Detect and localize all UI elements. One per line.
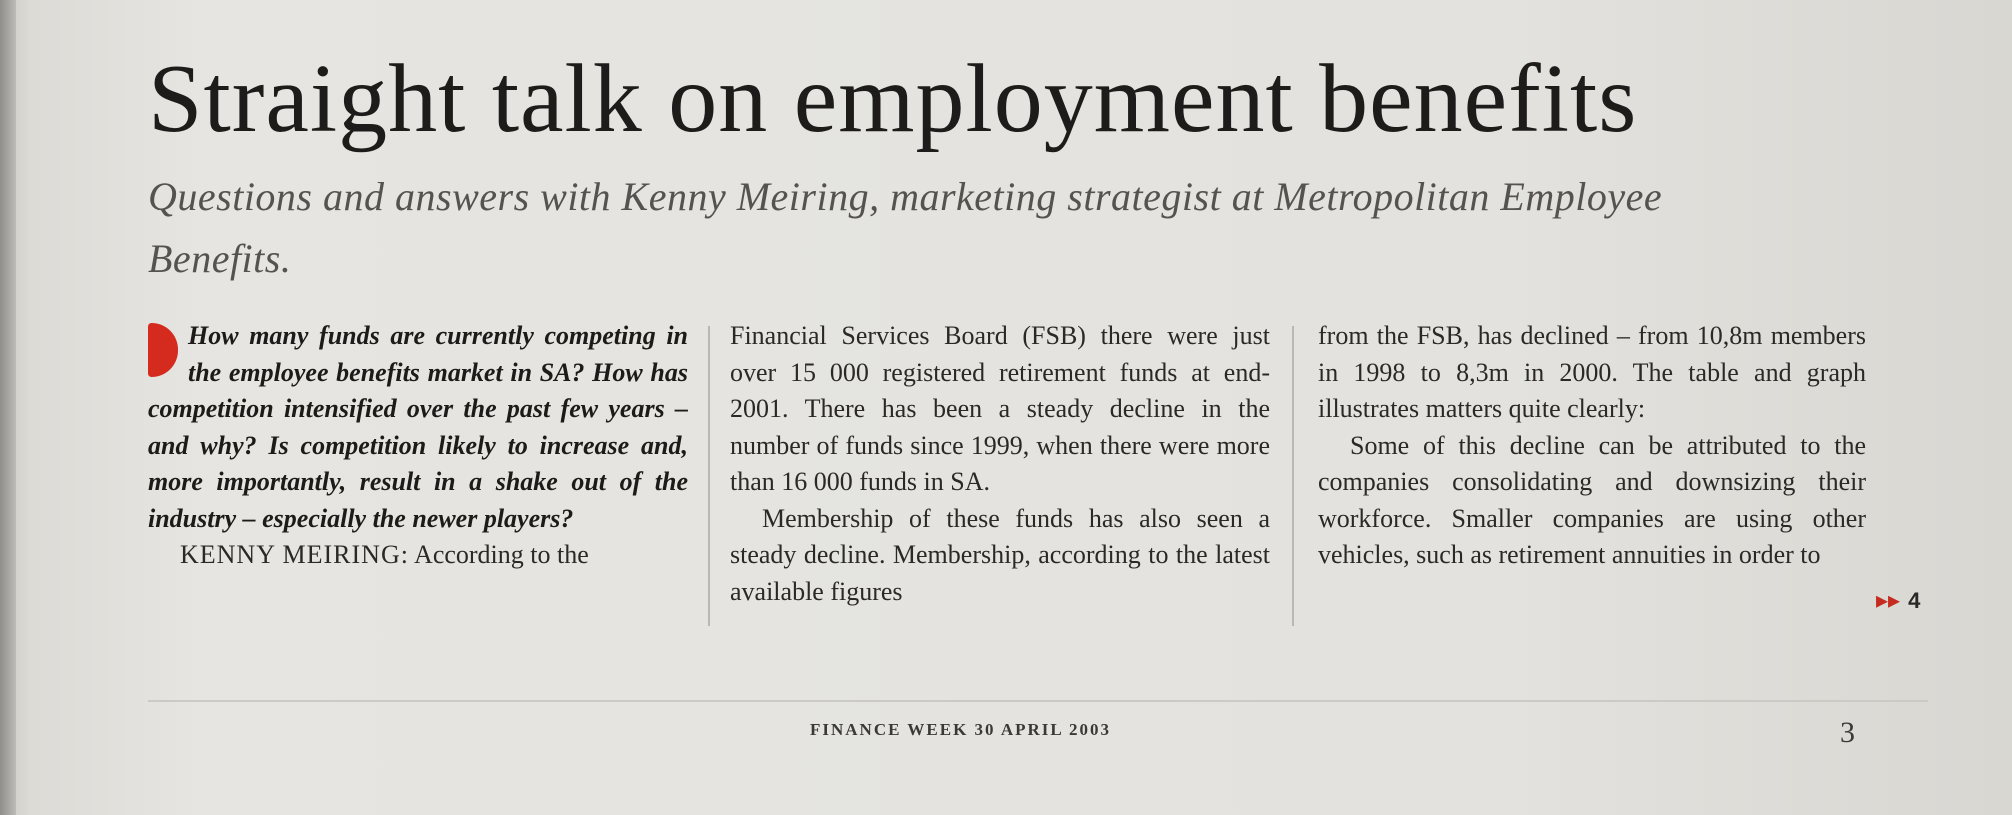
continued-page: 4	[1908, 588, 1921, 613]
footer-rule	[148, 700, 1928, 702]
article-column-1	[148, 318, 688, 574]
continued-marker	[1876, 586, 1920, 615]
page-number: 3	[1840, 716, 1855, 749]
answer-speaker: KENNY MEIRING:	[180, 540, 409, 569]
continued-arrow-icon: ▸▸	[1876, 587, 1901, 614]
article-column-2	[730, 318, 1270, 610]
column-rule	[708, 326, 710, 626]
headline: Straight talk on employment benefits	[148, 45, 1638, 153]
dropcap-marker	[148, 323, 178, 377]
col3-paragraph-2: Some of this decline can be attributed to the companies consolidating and downsizing their workforce. Smaller companies are using other vehicles, such as retirement annuities in order to	[1318, 430, 1866, 569]
col2-paragraph-1: Financial Services Board (FSB) there were just over 15 000 registered retirement funds at end-2001. There has been a steady decline in the number of funds since 1999, when there were more than 16 000 funds in SA.	[730, 321, 1270, 496]
question-paragraph	[148, 318, 688, 537]
question-text: How many funds are currently competing in the employee benefits market in SA? How has competition intensified over the past few years – and why? Is competition likely to increase and, more importantly, result in a shake out of the industry – especially the newer players?	[148, 321, 688, 533]
page-edge	[0, 0, 16, 815]
column-rule	[1292, 326, 1294, 626]
publication-footer: FINANCE WEEK 30 APRIL 2003	[810, 720, 1112, 739]
answer-text: According to the	[414, 540, 589, 569]
col3-paragraph-1: from the FSB, has declined – from 10,8m members in 1998 to 8,3m in 2000. The table and graph illustrates matters quite clearly:	[1318, 321, 1866, 423]
article-column-3	[1318, 318, 1866, 574]
col2-paragraph-2: Membership of these funds has also seen a steady decline. Membership, according to the latest available figures	[730, 503, 1270, 606]
answer-paragraph	[148, 537, 688, 574]
deck: Questions and answers with Kenny Meiring, marketing strategist at Metropolitan Employee Benefits.	[148, 174, 1663, 281]
